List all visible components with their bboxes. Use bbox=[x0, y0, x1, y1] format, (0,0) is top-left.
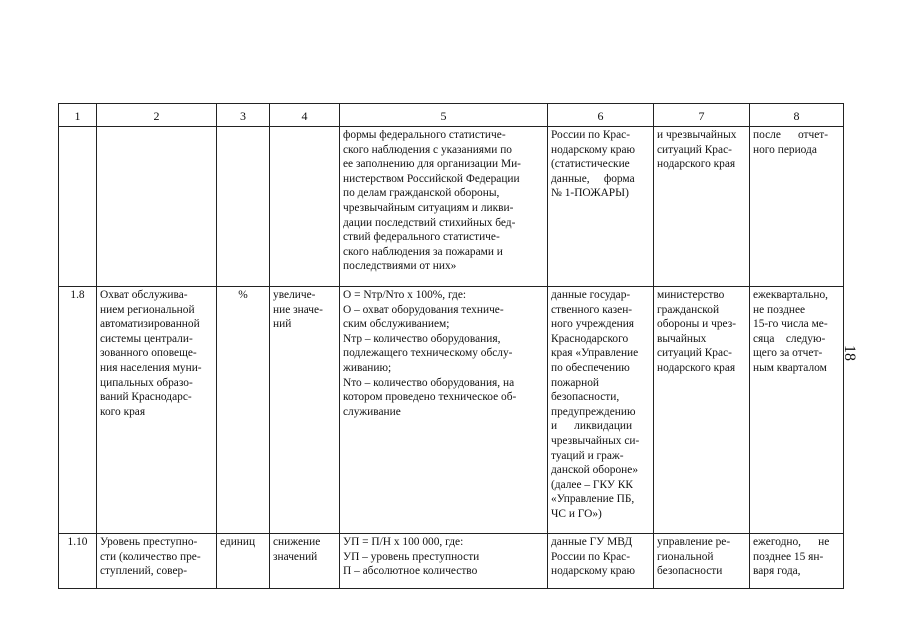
table-row bbox=[59, 287, 844, 534]
cell-line: гиональной bbox=[657, 550, 714, 563]
cell-line: ного периода bbox=[753, 143, 817, 156]
cell-line: подлежащего техническому обслу- bbox=[343, 347, 513, 360]
deadline bbox=[750, 287, 844, 534]
cell-line: данные государ- bbox=[551, 289, 631, 301]
cell-line: ее заполнению для организации Ми- bbox=[343, 158, 521, 171]
cell-line: чрезвычайных си- bbox=[551, 434, 640, 447]
cell-line: № 1-ПОЖАРЫ) bbox=[551, 187, 629, 200]
deadline bbox=[750, 534, 844, 589]
cell-line: % bbox=[238, 289, 248, 301]
unit bbox=[217, 534, 270, 589]
cell-line: ситуаций Крас- bbox=[657, 347, 732, 360]
row-number: 1.10 bbox=[59, 534, 97, 589]
deadline bbox=[750, 127, 844, 287]
cell-line: сяца следую- bbox=[753, 332, 826, 345]
header-col-8: 8 bbox=[750, 104, 844, 127]
cell-line: после отчет- bbox=[753, 129, 829, 141]
cell-line: гражданской bbox=[657, 303, 720, 316]
cell-line: ским обслуживанием; bbox=[343, 318, 450, 331]
cell-line: министерство bbox=[657, 289, 725, 301]
header-col-2: 2 bbox=[97, 104, 217, 127]
cell-line: формы федерального статистиче- bbox=[343, 129, 506, 141]
cell-line: предупреждению bbox=[551, 405, 636, 418]
cell-line: края «Управление bbox=[551, 347, 639, 360]
cell-line: ным кварталом bbox=[753, 361, 827, 374]
cell-line: по обеспечению bbox=[551, 361, 630, 374]
formula bbox=[340, 534, 548, 589]
cell-line: П – абсолютное количество bbox=[343, 565, 478, 578]
responsible-body bbox=[654, 534, 750, 589]
cell-line: УП = П/Н х 100 000, где: bbox=[343, 536, 464, 548]
header-col-7: 7 bbox=[654, 104, 750, 127]
cell-line: Краснодарского bbox=[551, 332, 629, 345]
cell-line: России по Крас- bbox=[551, 129, 631, 141]
cell-line: кого края bbox=[100, 405, 146, 418]
cell-line: нистерством Российской Федерации bbox=[343, 172, 520, 185]
table-row bbox=[59, 534, 844, 589]
cell-line: данской обороне» bbox=[551, 464, 639, 477]
cell-line: ского наблюдения за пожарами и bbox=[343, 245, 503, 258]
trend bbox=[270, 287, 340, 534]
cell-line: ствий федерального статистиче- bbox=[343, 231, 500, 244]
cell-line: нодарского края bbox=[657, 158, 736, 171]
cell-line: единиц bbox=[220, 536, 256, 548]
cell-line: (статистические bbox=[551, 158, 630, 171]
cell-line: туаций и граж- bbox=[551, 449, 624, 462]
header-col-4: 4 bbox=[270, 104, 340, 127]
cell-line: О – охват оборудования техниче- bbox=[343, 303, 504, 316]
cell-line: не позднее bbox=[753, 303, 806, 316]
cell-line: автоматизированной bbox=[100, 318, 200, 331]
cell-line: по делам гражданской обороны, bbox=[343, 187, 500, 200]
cell-line: живанию; bbox=[343, 361, 392, 374]
cell-line: системы централи- bbox=[100, 332, 193, 345]
cell-line: ЧС и ГО») bbox=[551, 507, 602, 520]
indicator-name bbox=[97, 127, 217, 287]
cell-line: 15-го числа ме- bbox=[753, 318, 828, 331]
cell-line: нодарского края bbox=[657, 361, 736, 374]
cell-line: безопасности, bbox=[551, 391, 620, 404]
cell-line: зованного оповеще- bbox=[100, 347, 197, 360]
cell-line: ципальных образо- bbox=[100, 376, 193, 389]
cell-line: нодарскому краю bbox=[551, 143, 636, 156]
indicators-table bbox=[58, 103, 844, 589]
cell-line: увеличе- bbox=[273, 289, 316, 301]
cell-line: обороны и чрез- bbox=[657, 318, 737, 331]
cell-line: России по Крас- bbox=[551, 550, 631, 563]
cell-line: УП – уровень преступности bbox=[343, 550, 480, 563]
unit bbox=[217, 287, 270, 534]
cell-line: нодарскому краю bbox=[551, 565, 636, 578]
cell-line: ственного казен- bbox=[551, 303, 633, 316]
cell-line: варя года, bbox=[753, 565, 801, 578]
cell-line: ний bbox=[273, 318, 292, 331]
header-col-1: 1 bbox=[59, 104, 97, 127]
cell-line: данные ГУ МВД bbox=[551, 536, 633, 548]
cell-line: Nто – количество оборудования, на bbox=[343, 376, 515, 389]
cell-line: последствиями от них» bbox=[343, 260, 457, 273]
cell-line: чрезвычайным ситуациям и ликви- bbox=[343, 201, 514, 214]
cell-line: и чрезвычайных bbox=[657, 129, 737, 141]
cell-line: ситуаций Крас- bbox=[657, 143, 732, 156]
cell-line: ния населения муни- bbox=[100, 361, 202, 374]
header-col-3: 3 bbox=[217, 104, 270, 127]
cell-line: О = Nтр/Nто х 100%, где: bbox=[343, 289, 467, 301]
cell-line: Уровень преступно- bbox=[100, 536, 198, 548]
cell-line: (далее – ГКУ КК bbox=[551, 478, 633, 491]
header-row bbox=[59, 104, 844, 127]
indicator-name bbox=[97, 287, 217, 534]
cell-line: управление ре- bbox=[657, 536, 731, 548]
cell-line: пожарной bbox=[551, 376, 600, 389]
cell-line: ваний Краснодарс- bbox=[100, 391, 192, 404]
cell-line: сти (количество пре- bbox=[100, 550, 201, 563]
responsible-body bbox=[654, 287, 750, 534]
cell-line: и ликвидации bbox=[551, 420, 633, 433]
cell-line: значений bbox=[273, 550, 318, 563]
cell-line: ежегодно, не bbox=[753, 536, 830, 548]
trend bbox=[270, 534, 340, 589]
header-col-6: 6 bbox=[548, 104, 654, 127]
row-number bbox=[59, 127, 97, 287]
cell-line: Охват обслужива- bbox=[100, 289, 188, 301]
cell-line: вычайных bbox=[657, 332, 707, 345]
header-col-5: 5 bbox=[340, 104, 548, 127]
unit bbox=[217, 127, 270, 287]
cell-line: ние значе- bbox=[273, 303, 323, 316]
cell-line: ного учреждения bbox=[551, 318, 635, 331]
data-source bbox=[548, 534, 654, 589]
trend bbox=[270, 127, 340, 287]
page-number: 18 bbox=[841, 345, 858, 361]
cell-line: щего за отчет- bbox=[753, 347, 823, 360]
cell-line: ежеквартально, bbox=[753, 289, 828, 301]
cell-line: безопасности bbox=[657, 565, 723, 578]
data-source bbox=[548, 127, 654, 287]
responsible-body bbox=[654, 127, 750, 287]
cell-line: Nтр – количество оборудования, bbox=[343, 332, 501, 345]
cell-line: позднее 15 ян- bbox=[753, 550, 824, 563]
cell-line: ступлений, совер- bbox=[100, 565, 188, 578]
cell-line: нием региональной bbox=[100, 303, 195, 316]
cell-line: дации последствий стихийных бед- bbox=[343, 216, 516, 229]
cell-line: котором проведено техническое об- bbox=[343, 391, 517, 404]
cell-line: данные, форма bbox=[551, 172, 635, 185]
indicator-name bbox=[97, 534, 217, 589]
cell-line: снижение bbox=[273, 536, 321, 548]
formula bbox=[340, 127, 548, 287]
table-row bbox=[59, 127, 844, 287]
cell-line: «Управление ПБ, bbox=[551, 493, 635, 506]
formula bbox=[340, 287, 548, 534]
cell-line: служивание bbox=[343, 405, 401, 418]
cell-line: ского наблюдения с указаниями по bbox=[343, 143, 512, 156]
data-source bbox=[548, 287, 654, 534]
row-number: 1.8 bbox=[59, 287, 97, 534]
